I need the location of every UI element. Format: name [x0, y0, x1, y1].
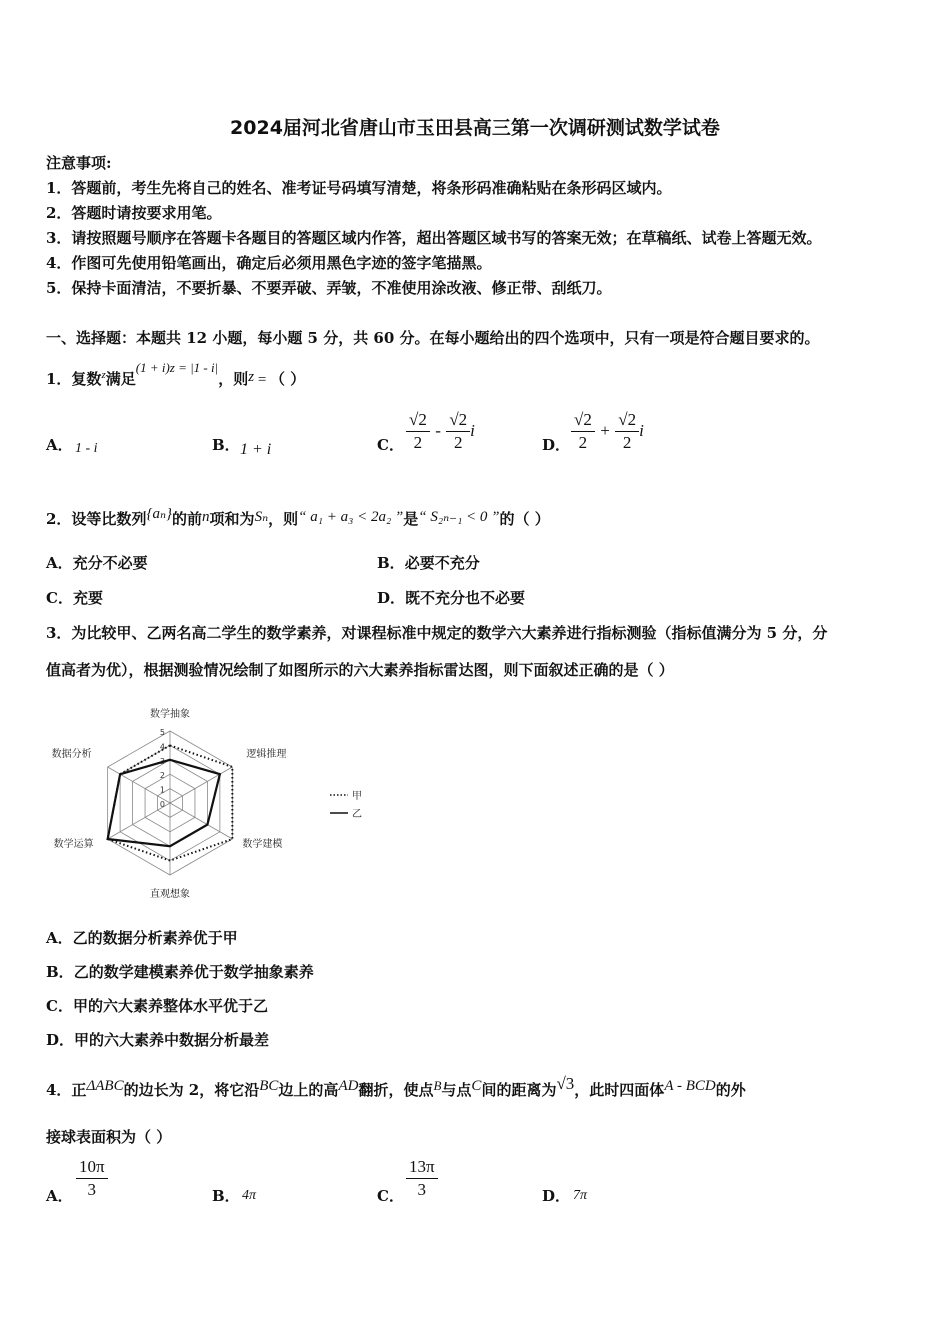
question-4-line2: 接球表面积为（ ） — [46, 1128, 172, 1146]
radar-tick-label: 4 — [159, 742, 165, 752]
notice-item: 5．保持卡面清洁，不要折暴、不要弄破、弄皱，不准使用涂改液、修正带、刮纸刀。 — [46, 279, 612, 297]
option-value: $\frac{10\pi}{3}$ — [76, 1158, 108, 1199]
option-label: D． — [542, 1187, 571, 1205]
radar-chart — [40, 695, 380, 910]
option-item: D．既不充分也不必要 — [377, 589, 526, 607]
radar-tick-label: 0 — [159, 800, 165, 809]
option-value: 7π — [573, 1188, 588, 1203]
radar-spoke — [170, 803, 232, 839]
page-title: 2024届河北省唐山市玉田县高三第一次调研测试数学试卷 — [230, 117, 720, 139]
option-item: B．乙的数学建模素养优于数学抽象素养 — [46, 963, 314, 981]
option-label: B． — [212, 1187, 240, 1205]
radar-spoke — [170, 767, 232, 803]
option-item: C．甲的六大素养整体水平优于乙 — [46, 997, 268, 1015]
radar-axis-label: 直观想象 — [150, 889, 190, 900]
option-value: $\frac{√2}{2}$ - $\frac{√2}{2}$ i — [406, 411, 475, 452]
option-value: $\frac{13\pi}{3}$ — [406, 1158, 438, 1199]
option-label: A． — [46, 436, 73, 454]
option-label: C． — [377, 1187, 404, 1205]
radar-tick-label: 1 — [159, 785, 165, 795]
option-label: B． — [212, 436, 240, 454]
radar-axis-label: 逻辑推理 — [246, 749, 287, 760]
option-label: C． — [377, 436, 404, 454]
option-item: C．充要 — [46, 589, 103, 607]
radar-tick-label: 5 — [159, 728, 165, 737]
radar-tick-label: 2 — [159, 771, 165, 781]
option-value: 1 + i — [240, 441, 272, 458]
condition-formula: (1 + i)z = |1 - i| — [135, 360, 219, 375]
radar-axis-label: 数学抽象 — [150, 709, 190, 720]
notice-item: 3．请按照题号顺序在答题卡各题目的答题区域内作答，超出答题区域书写的答案无效；在草稿纸、试卷上答题无效。 — [46, 229, 822, 247]
option-value: $\frac{√2}{2}$ + $\frac{√2}{2}$ i — [571, 411, 644, 452]
option-value: 4π — [242, 1188, 257, 1203]
radar-axis-label: 数据分析 — [51, 749, 92, 760]
option-value: 1 - i — [75, 441, 98, 456]
question-2: 2．设等比数列{aₙ}的前n项和为Sₙ，则“ a₁ + a₃ < 2a₂ ”是“ S₂ₙ₋₁ < 0 ”的（ ） — [46, 506, 550, 528]
legend-label: 甲 — [352, 791, 362, 802]
notice-header: 注意事项: — [46, 154, 112, 172]
question-4-line1: 4．正ΔABC的边长为 2，将它沿BC边上的高AD翻折，使点B与点C间的距离为√3，此时四面体A - BCD的外 — [46, 1074, 746, 1099]
legend-label: 乙 — [352, 809, 362, 820]
notice-item: 2．答题时请按要求用笔。 — [46, 204, 222, 222]
question-3-line1: 3．为比较甲、乙两名高二学生的数学素养，对课程标准中规定的数学六大素养进行指标测验（指标值满分为 5 分，分 — [46, 624, 828, 642]
notice-item: 4．作图可先使用铅笔画出，确定后必须用黑色字迹的签字笔描黑。 — [46, 254, 492, 272]
radar-tick-label: 3 — [159, 756, 165, 766]
option-item: D．甲的六大素养中数据分析最差 — [46, 1031, 270, 1049]
radar-axis-label: 数学建模 — [242, 839, 283, 850]
option-item: A．充分不必要 — [46, 554, 148, 572]
section-heading: 一、选择题：本题共 12 小题，每小题 5 分，共 60 分。在每小题给出的四个选项中，只有一项是符合题目要求的。 — [46, 329, 820, 347]
option-label: A． — [46, 1187, 73, 1205]
notice-item: 1．答题前，考生先将自己的姓名、准考证号码填写清楚，将条形码准确粘贴在条形码区域内。 — [46, 179, 672, 197]
option-item: A．乙的数据分析素养优于甲 — [46, 929, 238, 947]
question-1: 1．复数$^z$满足(1 + i)z = |1 - i|，则z = （ ） — [46, 360, 306, 388]
radar-axis-label: 数学运算 — [53, 839, 94, 850]
question-3-line2: 值高者为优），根据测验情况绘制了如图所示的六大素养指标雷达图，则下面叙述正确的是（ ） — [46, 661, 674, 679]
option-item: B．必要不充分 — [377, 554, 480, 572]
option-label: D． — [542, 436, 571, 454]
